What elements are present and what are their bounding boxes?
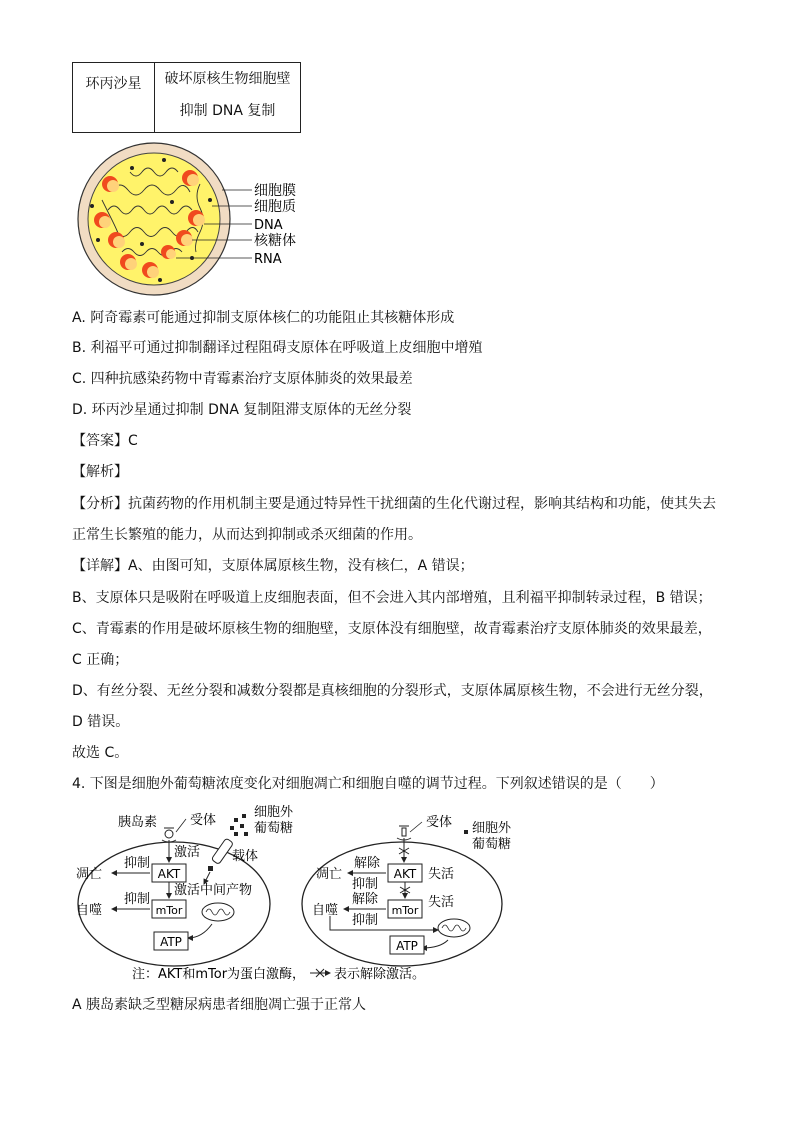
question-4-option-a: A 胰岛素缺乏型糖尿病患者细胞凋亡强于正常人 [72, 997, 367, 1013]
left-cell-diagram [76, 805, 294, 966]
option-b: B. 利福平可通过抑制翻译过程阻碍支原体在呼吸道上皮细胞中增殖 [72, 340, 483, 356]
left-inhibit-1-label: 抑制 [124, 856, 151, 871]
left-akt-label: AKT [157, 867, 181, 881]
drug-mechanism-cell [155, 63, 301, 133]
left-glucose-label-2: 葡萄糖 [254, 821, 294, 836]
right-apoptosis-label: 凋亡 [316, 867, 343, 882]
right-receptor-label: 受体 [426, 815, 453, 830]
drug-name-cell: 环丙沙星 [73, 63, 155, 133]
option-d: D. 环丙沙星通过抑制 DNA 复制阻滞支原体的无丝分裂 [72, 402, 412, 418]
left-mtor-label: mTor [155, 904, 183, 917]
label-cell-membrane: 细胞膜 [254, 183, 296, 199]
left-carrier-icon [211, 838, 233, 864]
left-mitochondrion-icon [202, 903, 234, 921]
right-cell-diagram [302, 814, 512, 966]
analysis-line-1: 【分析】抗菌药物的作用机制主要是通过特异性干扰细菌的生化代谢过程，影响其结构和功能，使其失去 [72, 496, 716, 512]
mechanism-line-1: 破坏原核生物细胞壁 [164, 71, 291, 87]
right-autophagy-label: 自噬 [312, 903, 339, 918]
right-inactive-1-label: 失活 [428, 867, 455, 882]
left-insulin-label: 胰岛素 [118, 815, 158, 830]
right-release-1-label: 解除 [354, 856, 381, 871]
left-activate-label: 激活 [174, 845, 201, 860]
label-dna: DNA [254, 218, 283, 233]
analysis-heading: 【解析】 [72, 464, 128, 480]
left-apoptosis-label: 凋亡 [76, 867, 103, 882]
left-intermediate-label: 激活中间产物 [174, 883, 253, 898]
label-cytoplasm: 细胞质 [254, 199, 296, 215]
label-ribosome: 核糖体 [254, 233, 296, 249]
right-inhibit-2-label: 抑制 [352, 913, 379, 928]
right-glucose-label-1: 细胞外 [472, 821, 512, 836]
left-receptor-icon [162, 828, 176, 842]
detail-d-line-2: D 错误。 [72, 714, 130, 730]
figure-note: 注：AKT和mTor为蛋白激酶， [132, 967, 306, 982]
option-c: C. 四种抗感染药物中青霉素治疗支原体肺炎的效果最差 [72, 371, 413, 387]
mechanism-line-2: 抑制 DNA 复制 [179, 103, 276, 119]
detail-d-line-1: D、有丝分裂、无丝分裂和减数分裂都是真核细胞的分裂形式，支原体属原核生物，不会进行无丝分裂， [72, 683, 713, 699]
detail-a: 【详解】A、由图可知，支原体属原核生物，没有核仁，A 错误； [72, 558, 474, 574]
left-atp-label: ATP [160, 935, 182, 949]
figure-note-2: 表示解除激活。 [334, 967, 426, 982]
question-4-stem: 4. 下图是细胞外葡萄糖浓度变化对细胞凋亡和细胞自噬的调节过程。下列叙述错误的是（ ） [72, 776, 664, 792]
right-release-2-label: 解除 [352, 892, 379, 907]
mycoplasma-figure [72, 140, 312, 300]
release-symbol-icon [310, 969, 330, 977]
left-glucose-icon [230, 814, 248, 836]
drug-table [72, 62, 301, 133]
option-a: A. 阿奇霉素可能通过抑制支原体核仁的功能阻止其核糖体形成 [72, 310, 455, 326]
detail-c-line-1: C、青霉素的作用是破坏原核生物的细胞壁，支原体没有细胞壁，故青霉素治疗支原体肺炎的效果最差， [72, 621, 712, 637]
right-inhibit-1-label: 抑制 [352, 877, 379, 892]
detail-b: B、支原体只是吸附在呼吸道上皮细胞表面，但不会进入其内部增殖，且利福平抑制转录过程，B 错误； [72, 590, 712, 606]
left-glucose-label-1: 细胞外 [254, 805, 294, 820]
right-akt-label: AKT [393, 867, 417, 881]
left-carrier-label: 载体 [232, 849, 259, 864]
right-inactive-2-label: 失活 [428, 895, 455, 910]
right-glucose-icon [464, 830, 468, 834]
right-glucose-label-2: 葡萄糖 [472, 837, 512, 852]
right-atp-label: ATP [396, 939, 418, 953]
label-rna: RNA [254, 252, 282, 267]
question-4-figure [72, 802, 542, 986]
detail-c-line-2: C 正确； [72, 652, 129, 668]
conclusion: 故选 C。 [72, 745, 129, 761]
left-inhibit-2-label: 抑制 [124, 892, 151, 907]
right-mitochondrion-icon [438, 919, 470, 937]
left-autophagy-label: 自噬 [76, 903, 103, 918]
right-mtor-label: mTor [391, 904, 419, 917]
answer: 【答案】C [72, 433, 138, 449]
analysis-line-2: 正常生长繁殖的能力，从而达到抑制或杀灭细菌的作用。 [72, 527, 422, 543]
right-receptor-icon [397, 826, 411, 840]
left-receptor-label: 受体 [190, 813, 217, 828]
